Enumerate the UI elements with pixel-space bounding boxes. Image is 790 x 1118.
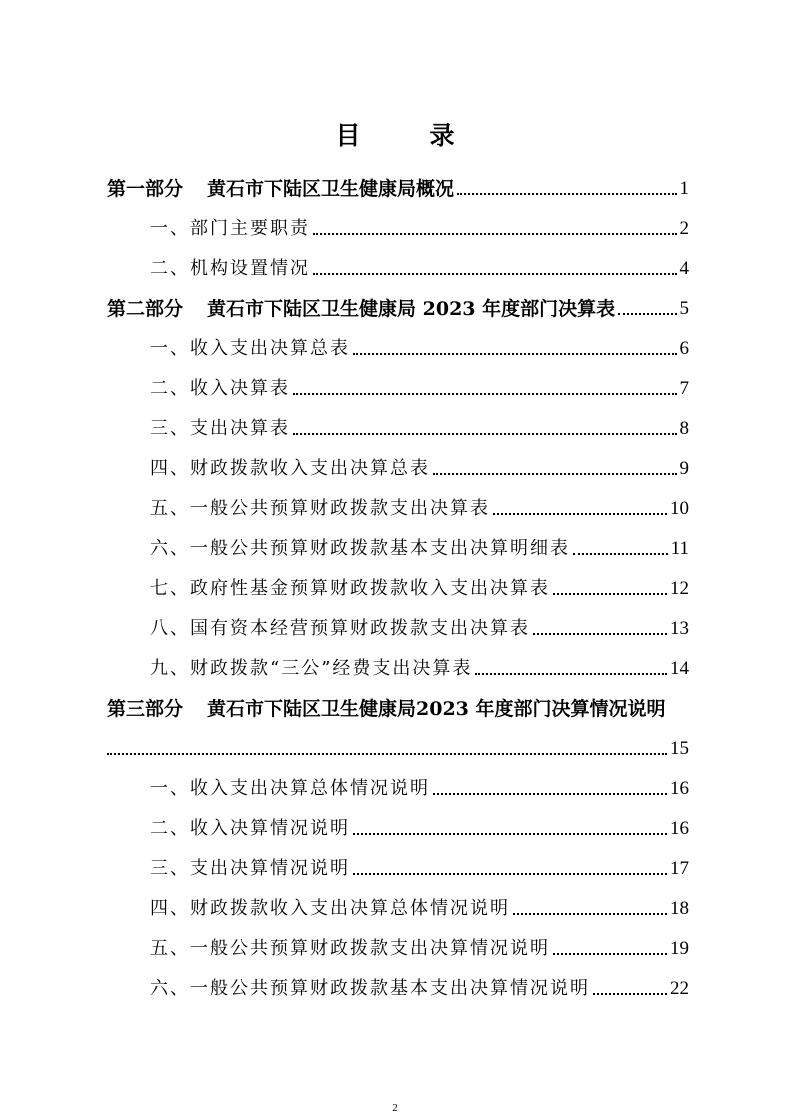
- leader-dots: [353, 833, 667, 835]
- toc-entry[interactable]: [150, 480, 689, 520]
- toc-entry-label: 一、收入支出决算总表: [150, 338, 350, 359]
- leader-dots: [573, 553, 668, 555]
- leader-dots: [313, 233, 677, 235]
- leader-dots: [475, 673, 667, 675]
- toc-entry-page: 9: [679, 458, 689, 479]
- leader-dots: [457, 193, 676, 195]
- toc-entry-label: 二、收入决算表: [150, 378, 290, 399]
- leader-dots: [593, 993, 667, 995]
- leader-dots: [618, 313, 676, 315]
- toc-entry-part-1[interactable]: [107, 160, 689, 200]
- toc-entry-label: 四、财政拨款收入支出决算总体情况说明: [150, 898, 510, 919]
- toc-entry-label: 七、政府性基金预算财政拨款收入支出决算表: [150, 578, 550, 599]
- toc-entry-page: 18: [670, 898, 689, 919]
- toc-entry[interactable]: [150, 360, 689, 400]
- leader-dots: [293, 433, 677, 435]
- toc-entry-page: 5: [679, 298, 689, 319]
- toc-entry[interactable]: [150, 400, 689, 440]
- toc-entry-label: 九、财政拨款“三公”经费支出决算表: [150, 658, 473, 679]
- toc-entry-page: 11: [670, 538, 689, 559]
- toc-entry-page: 1: [679, 178, 689, 199]
- toc-entry[interactable]: [150, 560, 689, 600]
- toc-entry-page: 16: [670, 818, 689, 839]
- toc-entry[interactable]: [150, 640, 689, 680]
- toc-entry-part-3-leader[interactable]: [107, 720, 689, 760]
- toc-entry-page: 16: [670, 778, 689, 799]
- leader-dots: [533, 633, 667, 635]
- toc-entry-label: 八、国有资本经营预算财政拨款支出决算表: [150, 618, 530, 639]
- toc-entry-label: 二、收入决算情况说明: [150, 818, 350, 839]
- footer-page-number: 2: [392, 1102, 398, 1114]
- leader-dots: [353, 873, 667, 875]
- toc-entry[interactable]: [150, 200, 689, 240]
- leader-dots: [353, 353, 677, 355]
- toc-entry[interactable]: [150, 320, 689, 360]
- toc-entry-page: 10: [670, 498, 689, 519]
- toc-entry-page: 8: [679, 418, 689, 439]
- toc-entry-page: 19: [670, 938, 689, 959]
- leader-dots: [313, 273, 677, 275]
- toc-entry-label: 二、机构设置情况: [150, 258, 310, 279]
- toc-entry-label: 五、一般公共预算财政拨款支出决算情况说明: [150, 938, 550, 959]
- toc-entry-page: 12: [670, 578, 689, 599]
- toc-entry[interactable]: [150, 840, 689, 880]
- toc-entry-label: 五、一般公共预算财政拨款支出决算表: [150, 498, 490, 519]
- leader-dots: [553, 593, 667, 595]
- toc-entry-label: 六、一般公共预算财政拨款基本支出决算明细表: [150, 538, 570, 559]
- toc-entry-label: 第一部分 黄石市下陆区卫生健康局概况: [107, 178, 455, 200]
- toc-entry-page: 22: [670, 978, 689, 999]
- toc-entry-page: 17: [670, 858, 689, 879]
- toc-entry-label: 三、支出决算表: [150, 418, 290, 439]
- toc-entry[interactable]: [150, 920, 689, 960]
- toc-entry-page: 7: [679, 378, 689, 399]
- leader-dots: [553, 953, 667, 955]
- toc-entry[interactable]: [150, 240, 689, 280]
- toc-entry-label: 一、收入支出决算总体情况说明: [150, 778, 430, 799]
- toc-entry[interactable]: [150, 440, 689, 480]
- leader-dots: [513, 913, 667, 915]
- toc-entry-page: 2: [679, 218, 689, 239]
- toc-entry-label: 六、一般公共预算财政拨款基本支出决算情况说明: [150, 978, 590, 999]
- toc-entry-part-2[interactable]: [107, 280, 689, 320]
- toc-entry-page: 14: [670, 658, 689, 679]
- toc-entry[interactable]: [150, 800, 689, 840]
- toc-entry-page: 4: [679, 258, 689, 279]
- toc-entry-label: 第二部分 黄石市下陆区卫生健康局 2023 年度部门决算表: [107, 298, 616, 320]
- toc-entry-page: 15: [670, 738, 689, 759]
- toc-entry-page: 6: [679, 338, 689, 359]
- leader-dots: [293, 393, 677, 395]
- toc-entry-page: 13: [670, 618, 689, 639]
- leader-dots: [433, 473, 677, 475]
- toc-entry[interactable]: [150, 880, 689, 920]
- leader-dots: [493, 513, 667, 515]
- toc-entry[interactable]: [150, 960, 689, 1000]
- toc-title: 目 录: [335, 121, 477, 150]
- toc-entry[interactable]: [150, 600, 689, 640]
- toc-entry[interactable]: [150, 760, 689, 800]
- toc-entry-part-3-label[interactable]: 第三部分 黄石市下陆区卫生健康局2023 年度部门决算情况说明: [107, 698, 666, 720]
- leader-dots: [107, 753, 667, 755]
- toc-entry-label: 四、财政拨款收入支出决算总表: [150, 458, 430, 479]
- leader-dots: [433, 793, 667, 795]
- toc-entry-label: 三、支出决算情况说明: [150, 858, 350, 879]
- toc-entry-label: 一、部门主要职责: [150, 218, 310, 239]
- toc-entry[interactable]: [150, 520, 689, 560]
